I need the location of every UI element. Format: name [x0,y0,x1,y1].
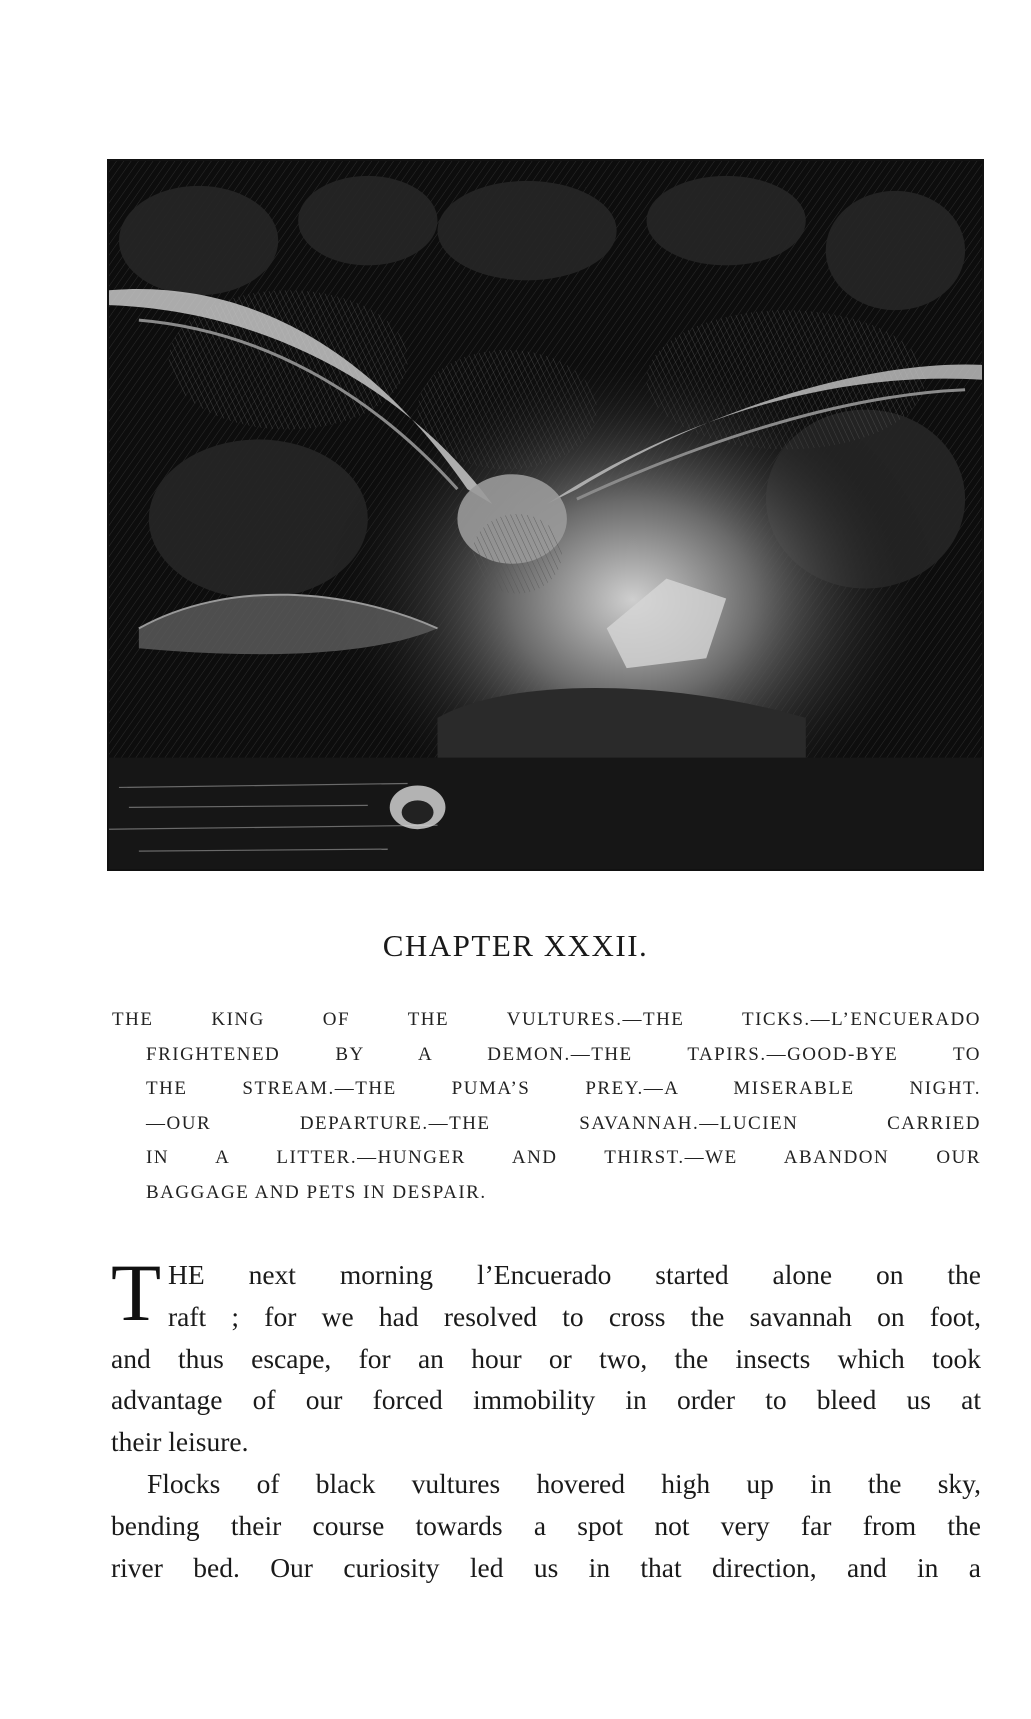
chapter-synopsis [112,1003,981,1210]
synopsis-line: —OUR DEPARTURE.—THE SAVANNAH.—LUCIEN CARRIED [146,1112,981,1134]
paragraph-line: bending their course towards a spot not very far from the [111,1509,981,1541]
body-text [111,1247,981,1588]
synopsis-line: THE KING OF THE VULTURES.—THE TICKS.—L’ENCUERADO [112,1009,981,1030]
paragraph-line: Flocks of black vultures hovered high up in the sky, [147,1467,981,1499]
paragraph-line: their leisure. [111,1426,249,1458]
paragraph-line: river bed. Our curiosity led us in that direction, and in a [111,1551,981,1583]
chapter-title: CHAPTER XXXII. [382,928,649,963]
chapter-illustration [107,159,984,871]
paragraph-line: and thus escape, for an hour or two, the insects which took [111,1342,981,1374]
drop-cap: T [111,1247,162,1338]
paragraph-line: raft ; for we had resolved to cross the savannah on foot, [168,1300,981,1332]
synopsis-line: THE STREAM.—THE PUMA’S PREY.—A MISERABLE NIGHT. [146,1078,981,1099]
synopsis-line: FRIGHTENED BY A DEMON.—THE TAPIRS.—GOOD-BYE TO [146,1043,981,1065]
paragraph-line: advantage of our forced immobility in order to bleed us at [111,1384,981,1416]
synopsis-line: BAGGAGE AND PETS IN DESPAIR. [146,1181,487,1203]
paragraph-line: HE next morning l’Encuerado started alone on the [168,1259,981,1290]
synopsis-line: IN A LITTER.—HUNGER AND THIRST.—WE ABANDON OUR [146,1147,981,1168]
vulture-engraving-icon [109,161,982,869]
